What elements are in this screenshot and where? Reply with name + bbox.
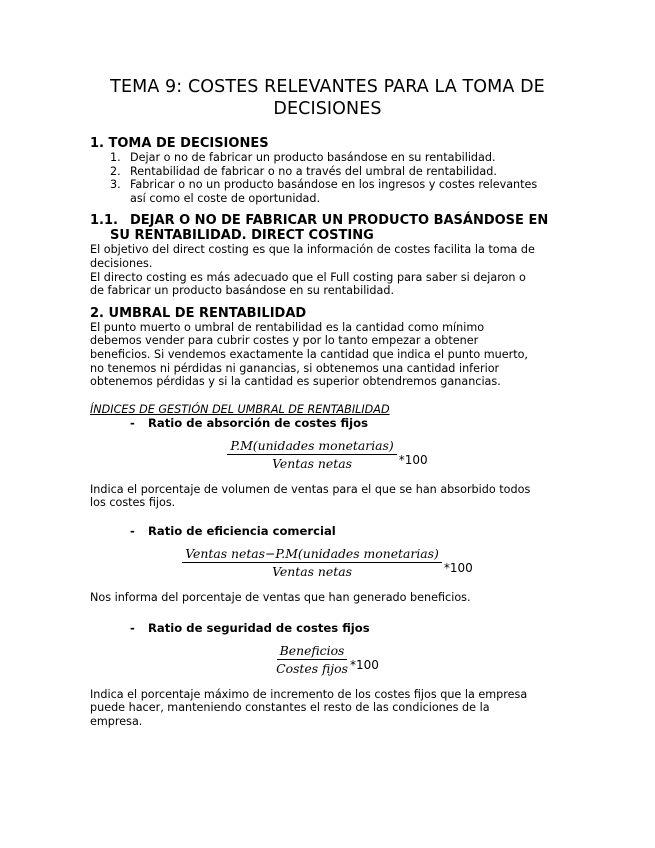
list-item-text: Fabricar o no un producto basándose en los ingresos y costes relevantes [130,178,538,192]
text-line: El directo costing es más adecuado que el Full costing para saber si dejaron o [90,270,526,284]
ratio-1-formula [90,438,565,471]
text-line: debemos vender para cubrir costes y por lo tanto empezar a obtener [90,334,479,348]
multiplier: *100 [443,561,473,576]
list-item-number: 1. [110,151,121,164]
list-item [90,165,565,179]
fraction-numerator: P.M(unidades monetarias) [227,438,396,455]
ratio-2-description: Nos informa del porcentaje de ventas que han generado beneficios. [90,590,471,604]
section-1-list [90,151,565,205]
section-2-heading: 2. UMBRAL DE RENTABILIDAD [90,305,307,321]
ratio-3-description [90,688,565,729]
ratio-2-formula [90,546,565,579]
text-line: El punto muerto o umbral de rentabilidad es la cantidad como mínimo [90,320,485,334]
paragraph [90,243,565,270]
text-line: obtenemos pérdidas y si la cantidad es superior obtendremos ganancias. [90,375,501,389]
heading-line-1: DEJAR O NO DE FABRICAR UN PRODUCTO BASÁNDOSE EN [130,213,549,229]
list-item-text-cont: así como el coste de oportunidad. [130,191,321,205]
ratio-label-text: Ratio de eficiencia comercial [148,523,336,538]
section-1-heading: 1. TOMA DE DECISIONES [90,136,269,151]
text-line: de fabricar un producto basándose en su rentabilidad. [90,284,395,298]
text-line: empresa. [90,714,143,728]
text-line: El objetivo del direct costing es que la información de costes facilita la toma de [90,243,535,257]
ratio-label-text: Ratio de absorción de costes fijos [148,415,368,430]
bullet-dash: - [130,620,135,635]
section-number: 1.1. [90,213,118,229]
list-item-text: Dejar o no de fabricar un producto basándose en su rentabilidad. [130,151,496,164]
text-line: decisiones. [90,256,153,270]
document-title [90,76,565,120]
ratio-3-label [90,621,565,635]
list-item [90,178,565,205]
section-2 [90,306,565,389]
fraction-numerator: Ventas netas−P.M(unidades monetarias) [182,546,442,563]
list-item-number: 2. [110,164,121,178]
multiplier: *100 [349,658,379,672]
list-item-number: 3. [110,178,121,192]
heading-line-2: SU RENTABILIDAD. DIRECT COSTING [110,228,374,244]
ratio-label-text: Ratio de seguridad de costes fijos [148,620,370,635]
fraction-numerator: Beneficios [277,643,348,660]
text-line: puede hacer, manteniendo constantes el resto de las condiciones de la [90,701,490,715]
list-item [90,151,565,165]
section-1 [90,136,565,205]
list-item-text: Rentabilidad de fabricar o no a través del umbral de rentabilidad. [130,164,497,178]
text-line: Indica el porcentaje máximo de incremento de los costes fijos que la empresa [90,687,528,701]
ratio-3-formula [90,643,565,676]
title-line-2: DECISIONES [273,99,382,119]
paragraph [90,271,565,298]
paragraph [90,321,565,389]
fraction [227,438,396,471]
indices-section [90,403,565,729]
text-line: los costes fijos. [90,496,176,510]
text-line: no tenemos ni pérdidas ni ganancias, si obtenemos una cantidad inferior [90,361,500,375]
ratio-1-description [90,483,565,510]
section-1-1 [90,213,565,297]
bullet-dash: - [130,523,135,538]
document-page [90,0,565,728]
multiplier: *100 [398,453,428,468]
ratio-2-label [90,524,565,538]
section-1-1-heading [90,213,565,243]
fraction [276,643,348,676]
indices-heading: ÍNDICES DE GESTIÓN DEL UMBRAL DE RENTABILIDAD [90,402,390,416]
title-line-1: TEMA 9: COSTES RELEVANTES PARA LA TOMA DE [110,77,545,97]
fraction-denominator: Costes fijos [276,660,348,676]
fraction-denominator: Ventas netas [272,455,352,471]
ratio-1-label [90,416,565,430]
fraction-denominator: Ventas netas [272,563,352,579]
text-line: Indica el porcentaje de volumen de ventas para el que se han absorbido todos [90,482,531,496]
text-line: beneficios. Si vendemos exactamente la cantidad que indica el punto muerto, [90,347,528,361]
bullet-dash: - [130,415,135,430]
fraction [182,546,442,579]
